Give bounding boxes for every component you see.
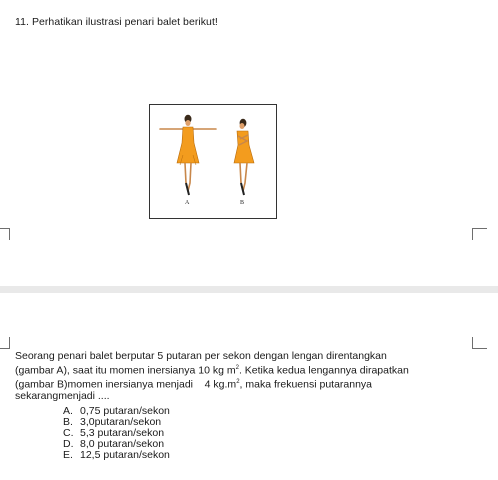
paragraph-line: (gambar B)momen inersianya menjadi 4 $kg.m^2$, maka frekuensi putarannya <box>15 378 373 390</box>
label-b: B <box>240 200 245 206</box>
option-letter: A. <box>63 405 73 417</box>
option-letter: B. <box>63 416 73 428</box>
question-paragraph <box>15 351 486 402</box>
option-text: 0,75 putaran/sekon <box>80 405 170 417</box>
paragraph-line: (gambar A), saat itu momen inersianya 10 kg $m^2$. Ketika kedua lengannya dirapatkan <box>15 364 409 376</box>
option-e[interactable] <box>63 449 170 461</box>
crop-mark <box>0 228 10 240</box>
dancer-b <box>234 119 254 195</box>
option-letter: D. <box>63 438 74 450</box>
question-title-text: Perhatikan ilustrasi penari balet berikut! <box>31 16 218 28</box>
option-text: 3,0putaran/sekon <box>80 416 162 428</box>
crop-mark <box>472 228 487 240</box>
crop-mark <box>472 337 487 349</box>
question-number: 11. <box>15 16 29 28</box>
label-a: A <box>185 200 190 206</box>
ballet-dancers-drawing <box>150 105 276 218</box>
option-text: 12,5 putaran/sekon <box>80 449 170 461</box>
ballet-illustration <box>149 104 277 219</box>
option-letter: E. <box>63 449 73 461</box>
dancer-a <box>160 115 216 195</box>
option-text: 5,3 putaran/sekon <box>80 427 165 439</box>
option-text: 8,0 putaran/sekon <box>80 438 165 450</box>
question-title <box>15 16 218 28</box>
crop-mark <box>0 337 10 349</box>
paragraph-line: sekarangmenjadi .... <box>15 389 110 402</box>
paragraph-line: Seorang penari balet berputar 5 putaran per sekon dengan lengan direntangkan <box>15 350 387 362</box>
option-letter: C. <box>63 427 74 439</box>
page-divider <box>0 286 498 293</box>
